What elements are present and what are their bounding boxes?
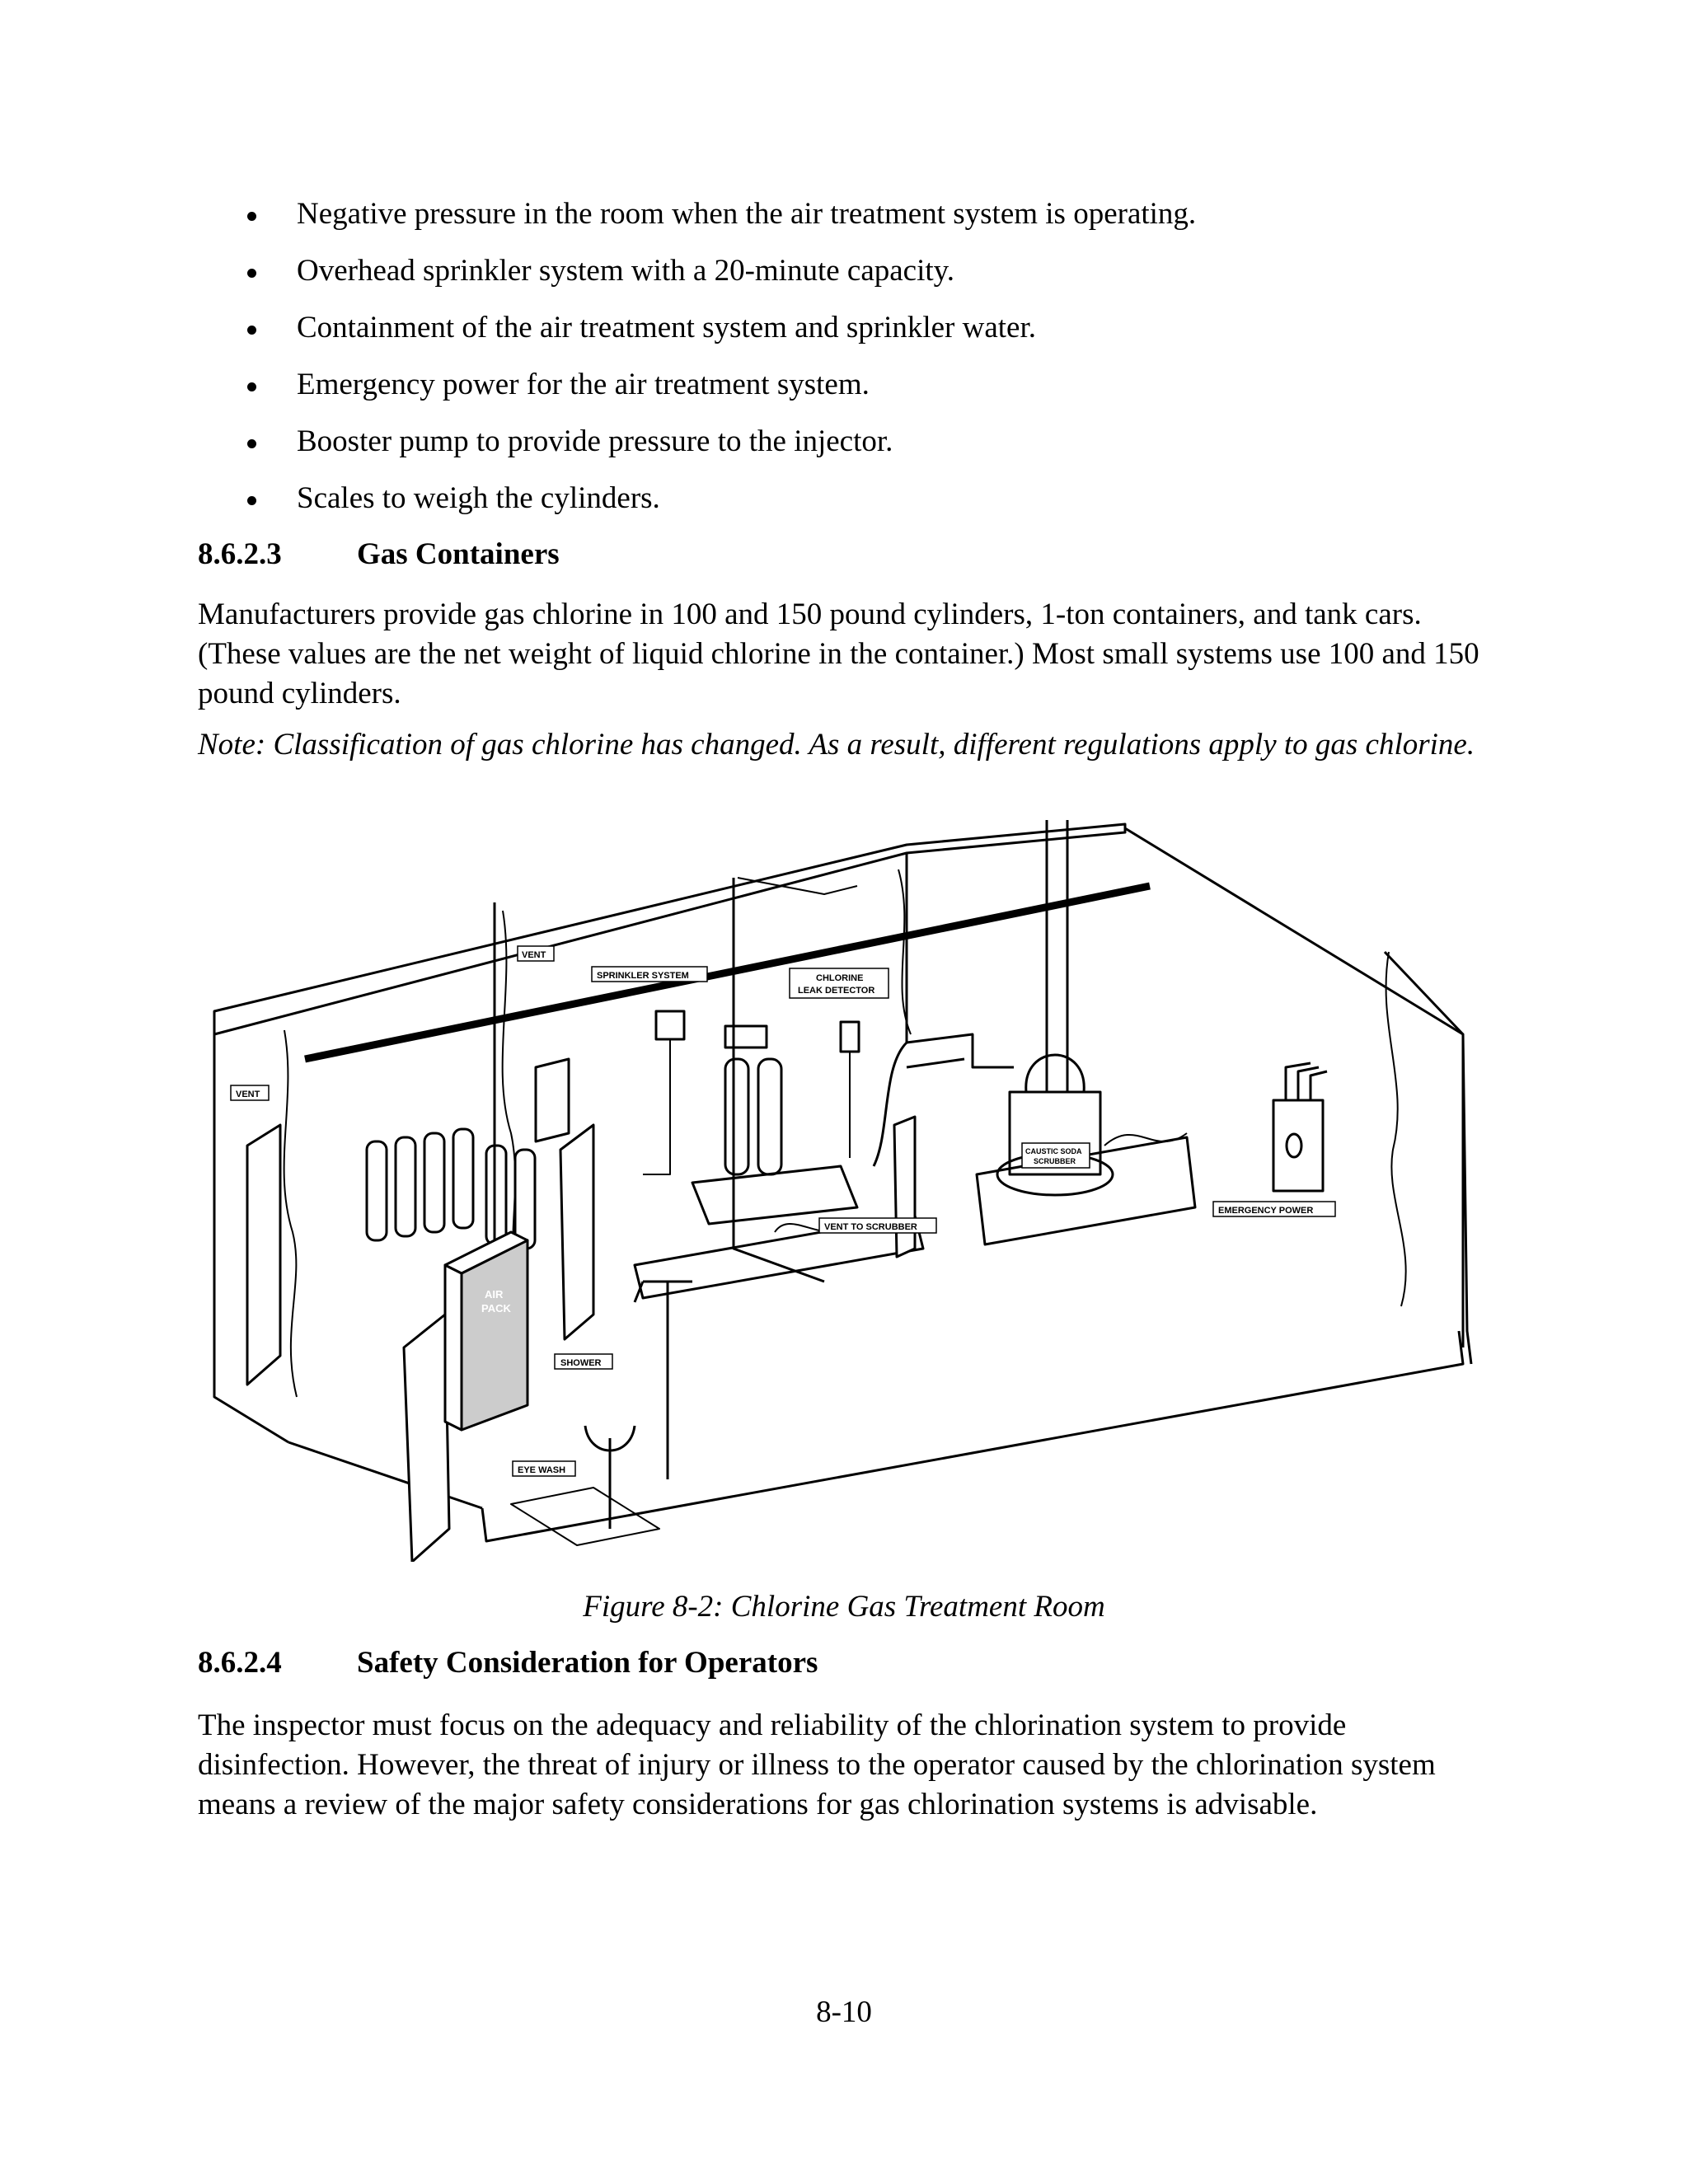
section-heading-gas-containers [198,537,560,572]
partition-right-cutaway [898,869,911,1034]
safety-paragraph: The inspector must focus on the adequacy and reliability of the chlorination system to provide disinfection. However, the threat of injury or illness to the operator caused by the chlorination system means a review of the major safety considerations for gas chlorination systems is advisable. [198,1708,1436,1821]
section-heading-safety [198,1646,818,1680]
label-leak-detector-2: LEAK DETECTOR [798,986,875,996]
section-title: Safety Consideration for Operators [357,1646,818,1680]
door-window [536,1059,569,1141]
air-pack-cabinet-side [445,1265,462,1430]
eye-wash-station [585,1426,635,1529]
list-item: Scales to weigh the cylinders. [247,482,1196,515]
bullet-icon [247,212,256,221]
cylinder-rack [367,1129,535,1249]
door-left [247,1125,280,1385]
bullet-icon [247,496,256,505]
label-eye-wash: EYE WASH [518,1465,566,1475]
door-front [404,1315,449,1562]
scrubber-stack [1047,820,1067,1092]
emergency-power-panel [1273,1100,1323,1191]
requirements-list [247,198,1196,539]
list-item: Booster pump to provide pressure to the injector. [247,425,1196,458]
label-air-pack-1: AIR [485,1288,504,1301]
gas-cylinder [758,1059,781,1174]
floor-left-edge [288,1442,482,1508]
leak-detector-box [841,1022,859,1052]
list-item: Containment of the air treatment system and sprinkler water. [247,312,1196,344]
bullet-icon [247,269,256,278]
chlorinator-panel [656,1011,684,1039]
storage-cylinder [424,1133,444,1232]
gas-containers-paragraph: Manufacturers provide gas chlorine in 100 and 150 pound cylinders, 1-ton containers, and tank cars. (These values are the net weight of liquid chlorine in the container.) Most small systems use 100 and 150 pound cylinders. [198,598,1479,710]
bullet-icon [247,439,256,448]
label-scrubber: SCRUBBER [1034,1157,1076,1165]
page-number: 8-10 [816,1995,872,2029]
scrubber-dome [1026,1055,1084,1092]
storage-cylinder [515,1150,535,1249]
chlorine-room-illustration [198,820,1500,1562]
label-vent-top: VENT [522,950,546,960]
left-wall-cutaway [284,1030,297,1397]
label-sprinkler-system: SPRINKLER SYSTEM [597,971,689,981]
back-wall-top [214,824,1125,1034]
door-interior [560,1125,593,1339]
gas-cylinder [725,1059,748,1174]
bullet-icon [247,382,256,391]
storage-cylinder [486,1146,506,1244]
figure-caption: Figure 8-2: Chlorine Gas Treatment Room [583,1590,1105,1624]
label-vent-to-scrubber: VENT TO SCRUBBER [824,1222,917,1232]
door-scrubber-room [894,1117,915,1257]
label-leak-detector-1: CHLORINE [816,973,864,983]
safety-shower [635,1282,692,1479]
section-number: 8.6.2.4 [198,1646,282,1680]
label-caustic-soda: CAUSTIC SODA [1025,1147,1082,1155]
manifold [725,1026,767,1047]
label-shower: SHOWER [560,1358,602,1368]
chlorine-line [643,1039,670,1174]
label-emergency-power: EMERGENCY POWER [1218,1206,1314,1216]
bullet-icon [247,326,256,335]
classification-note: Note: Classification of gas chlorine has changed. As a result, different regulations apply to gas chlorine. [198,728,1475,762]
section-number: 8.6.2.3 [198,537,282,571]
right-wall-cutaway [1386,952,1406,1306]
storage-cylinder [453,1129,473,1228]
section-title: Gas Containers [357,537,560,571]
list-item: Emergency power for the air treatment system. [247,368,1196,401]
storage-cylinder [367,1141,387,1240]
power-conduits [1286,1063,1327,1100]
label-air-pack-2: PACK [481,1302,511,1315]
vent-duct [907,1034,1014,1067]
storage-cylinder [396,1137,415,1236]
label-vent-left: VENT [236,1090,260,1099]
power-panel-meter [1287,1134,1301,1157]
eye-wash-pad [511,1488,659,1545]
list-item: Overhead sprinkler system with a 20-minute capacity. [247,255,1196,288]
list-item: Negative pressure in the room when the air treatment system is operating. [247,198,1196,231]
